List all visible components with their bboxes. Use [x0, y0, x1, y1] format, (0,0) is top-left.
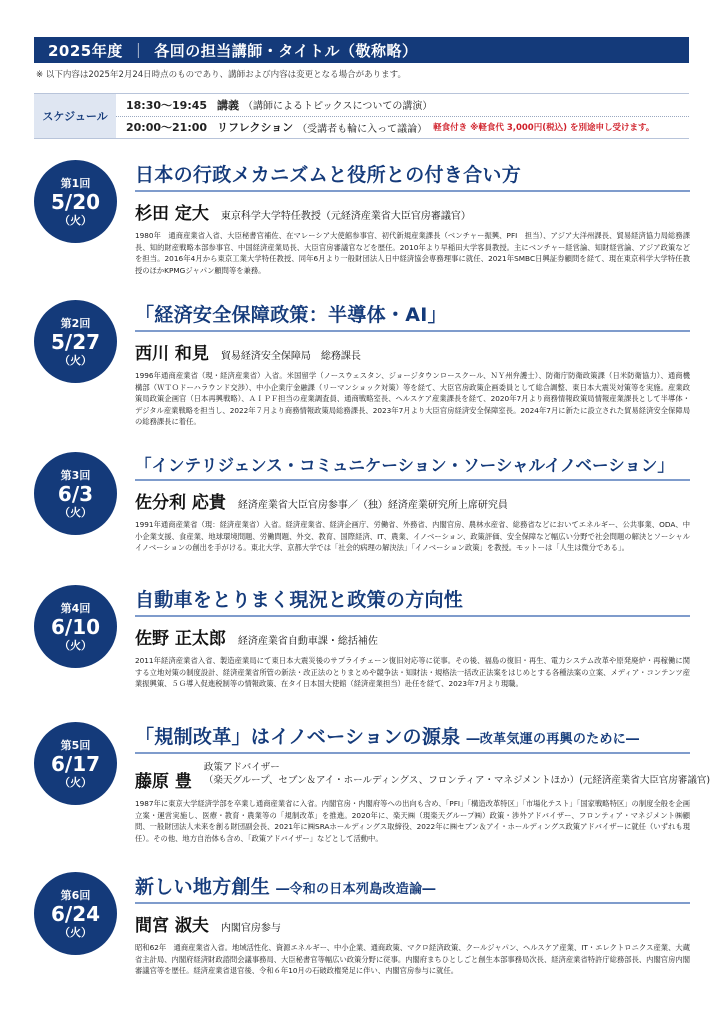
schedule-time: 20:00〜21:00 — [126, 121, 208, 135]
speaker-bio: 1991年通商産業省（現：経済産業省）入省。経済産業省、経済企画庁、労働省、外務省、内閣官房、農林水産省、総務省などにおいてエネルギー、公共事業、ODA、中小企業支援、食産業、地球環境問題、労働問題、外交、教育、国際経済、IT、農業、イノベーション、政策評価、安全保障など幅広い分野で社会問題の解決とソーシャルイノベーションの創出を手がける。東北大学、京都大学では「社会的病理の解決法」「イノベーション政策」を教授。モットーは「人生は微分である」。 — [135, 520, 690, 552]
speaker-affiliation: 経済産業省自動車課・総括補佐 — [237, 636, 378, 647]
schedule-table — [34, 93, 689, 139]
speaker — [135, 339, 690, 364]
session-subtitle: ―令和の日本列島改造論― — [276, 882, 436, 897]
session-number: 第6回 — [60, 888, 91, 902]
session-date: 6/10 — [50, 614, 101, 639]
session-date: 5/20 — [50, 189, 101, 214]
header-divider: ｜ — [130, 41, 147, 60]
schedule-row — [116, 94, 689, 116]
schedule-label: スケジュール — [34, 94, 116, 138]
speaker-bio: 1980年 通商産業省入省、大臣秘書官補佐、在マレーシア大使館参事官、初代新規産業課長（ベンチャー振興、PFI 担当）、アジア大洋州課長、貿易経済協力局総務課長、知的財産戦略本部参事官、中国経済産業局長、大臣官房審議官などを歴任。2010年より早稲田大学客員教授。主にベンチャー経営論、知財経営論、アジア政策などを担当。2016年4月から東京工業大学特任教授、同年6月より一般財団法人日中経済協会専務理事に就任、2021年SMBC日興証券顧問を経て、現在東京科学大学特任教授のほかKPMGジャパン顧問等を兼務。 — [135, 231, 690, 275]
disclaimer-note: ※ 以下内容は2025年2月24日時点のものであり、講師および内容は変更となる場合があります。 — [36, 70, 407, 80]
header-title: 各回の担当講師・タイトル（敬称略） — [154, 41, 418, 60]
session-date-badge — [34, 452, 117, 535]
speaker — [135, 761, 711, 792]
section-header — [34, 37, 689, 63]
session-title: 日本の行政メカニズムと役所との付き合い方 — [135, 160, 690, 192]
speaker-affiliation: 政策アドバイザー — [203, 762, 280, 773]
speaker-bio: 昭和62年 通商産業省入省。地域活性化、資源エネルギー、中小企業、通商政策、マクロ経済政策、クールジャパン、ヘルスケア産業、IT・エレクトロニクス産業、大蔵省主計局、内閣府経済財政諮問会議事務局、大臣秘書官等幅広い政策分野に従事。内閣府まちひとしごと創生本部事務局次長、経済産業省特許庁総務部長、内閣官房内閣審議官等を歴任。経済産業省退官後、令和６年10月の石破政権発足に伴い、内閣官房参与に就任。 — [135, 943, 690, 975]
session-date-badge — [34, 872, 117, 955]
speaker-affiliation: 東京科学大学特任教授（元経済産業省大臣官房審議官） — [220, 211, 471, 222]
speaker-affiliation: 経済産業省大臣官房参事／（独）経済産業研究所上席研究員 — [237, 500, 508, 511]
session-weekday: （火） — [59, 638, 92, 652]
session-title: 「インテリジェンス・コミュニケーション・ソーシャルイノベーション」 — [135, 452, 690, 481]
speaker-bio: 1987年に東京大学経済学部を卒業し通商産業省に入省。内閣官房・内閣府等への出向も含め、「PFI」「構造改革特区」「市場化テスト」「国家戦略特区」の制度全般を企画立案・運営実施し、医療・教育・農業等の「規制改革」を推進。2020年に、楽天㈱（現楽天グループ㈱）政策・渉外アドバイザー、フロンティア・マネジメント㈱顧問、一般財団法人未来を創る財団副会長、2021年に㈱SRAホールディングス取締役、2022年に㈱セブン＆アイ・ホールディングス政策アドバイザーに就任（いずれも現任）。その他、地方自治体も含め、「政策アドバイザー」などとして活動中。 — [135, 799, 690, 843]
schedule-row — [116, 116, 689, 139]
header-year: 2025年度 — [48, 41, 123, 60]
session-date-badge — [34, 300, 117, 383]
speaker-name: 佐野 正太郎 — [135, 629, 226, 649]
session-title: 「規制改革」はイノベーションの源泉 ―改革気運の再興のために― — [135, 722, 690, 754]
session-subtitle: ―改革気運の再興のために― — [466, 732, 640, 747]
speaker-name: 藤原 豊 — [135, 772, 192, 792]
session-date: 6/24 — [50, 901, 101, 926]
schedule-item-desc: （講師によるトピックスについての講演） — [243, 101, 433, 113]
session-weekday: （火） — [59, 505, 92, 519]
session-title: 新しい地方創生 ―令和の日本列島改造論― — [135, 872, 690, 904]
speaker-name: 佐分利 応貴 — [135, 493, 226, 513]
session-number: 第2回 — [60, 316, 91, 330]
speaker-name: 間宮 淑夫 — [135, 916, 209, 936]
session-date-badge — [34, 585, 117, 668]
session-date: 5/27 — [50, 329, 101, 354]
schedule-item-name: 講義 — [217, 98, 240, 112]
session-date: 6/17 — [50, 751, 101, 776]
session-number: 第4回 — [60, 601, 91, 615]
session-weekday: （火） — [59, 353, 92, 367]
session-date-badge — [34, 722, 117, 805]
speaker — [135, 624, 690, 649]
session-date: 6/3 — [57, 481, 94, 506]
schedule-time: 18:30〜19:45 — [126, 98, 208, 112]
speaker-affiliation-detail: （楽天グループ、セブン＆アイ・ホールディングス、フロンティア・マネジメントほか）(元経済産業省大臣官房審議官) — [203, 775, 711, 786]
speaker — [135, 911, 690, 936]
session-date-badge — [34, 160, 117, 243]
speaker — [135, 199, 690, 224]
speaker-name: 杉田 定大 — [135, 204, 209, 224]
schedule-item-desc: （受講者も輪に入って議論） — [297, 123, 428, 135]
session-title: 「経済安全保障政策：半導体・AI」 — [135, 300, 690, 332]
session-title: 自動車をとりまく現況と政策の方向性 — [135, 585, 690, 617]
session-number: 第1回 — [60, 176, 91, 190]
speaker-bio: 2011年経済産業省入省、製造産業局にて東日本大震災後のサプライチェーン復旧対応等に従事。その後、福島の復旧・再生、電力システム改革や原発廃炉・再稼働に関する立地対策の制度設計、経済産業省所管の新法・改正法のとりまとめや競争法・知財法・規格法一括改正法案をはじめとする各種法案の立案、メディア・コンテンツ産業振興策、５Ｇ導入促進税制等の情報政策、在タイ日本国大使館（経済産業担当）赴任を経て、2023年7月より現職。 — [135, 656, 690, 688]
speaker-affiliation: 貿易経済安全保障局 総務課長 — [220, 351, 361, 362]
session-weekday: （火） — [59, 775, 92, 789]
speaker-bio: 1996年通商産業省（現・経済産業省）入省。米国留学（ノースウェスタン、ジョージタウンロースクール、ＮＹ州弁護士）、防衛庁防衛政策課（日米防衛協力）、通商機構部（ＷＴＯドーハラウンド交渉）、中小企業庁金融課（リーマンショック対策）等を経て、大臣官房政策企画委員として総合調整、東日本大震災対策等を実施。産業政策局政策企画官（日本再興戦略）、ＡＩＰＦ担当の産業調査員、通商戦略室長、ヘルスケア産業課長を経て、2020年7月より商務情報政策局情報産業課長として半導体・デジタル産業戦略を担当し、2022年７月より商務情報政策局総務課長、2023年7月より大臣官房経済安全保障室長。2024年7月に新たに設立された貿易経済安全保障局の総務課長に着任。 — [135, 371, 690, 426]
speaker-affiliation: 内閣官房参与 — [220, 923, 281, 934]
session-number: 第3回 — [60, 468, 91, 482]
speaker-name: 西川 和見 — [135, 344, 209, 364]
schedule-item-name: リフレクション — [217, 121, 294, 135]
meal-fee-note: 軽食付き ※軽食代 3,000円(税込) を別途申し受けます。 — [433, 123, 655, 134]
session-weekday: （火） — [59, 925, 92, 939]
session-weekday: （火） — [59, 213, 92, 227]
session-number: 第5回 — [60, 738, 91, 752]
speaker — [135, 488, 690, 513]
